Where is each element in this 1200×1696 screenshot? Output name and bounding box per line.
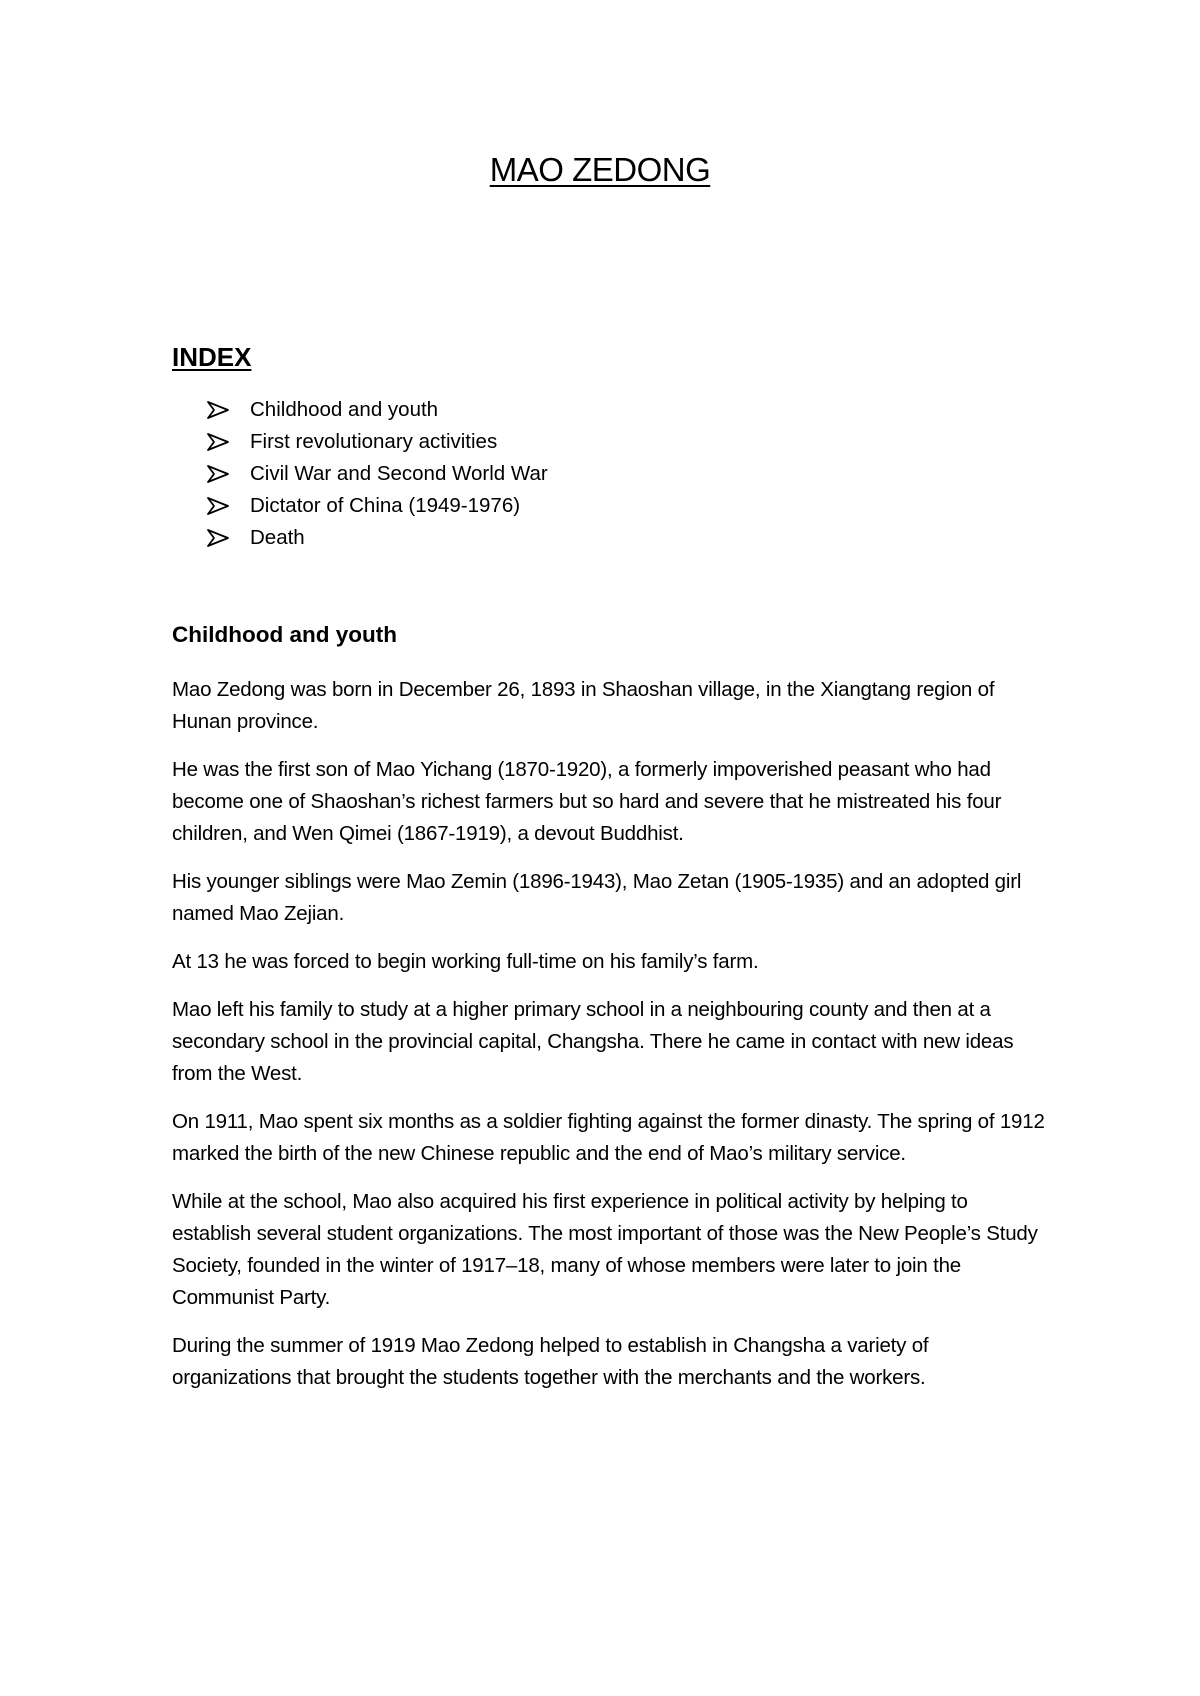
paragraph: While at the school, Mao also acquired his first experience in political activity by helping to establish several student organizations. The most important of those was the New People’s Study Society, founded in the winter of 1917–18, many of whose members were later to join the Communist Party. (172, 1190, 1038, 1309)
index-list (206, 394, 548, 554)
index-item (206, 394, 548, 426)
document-title: MAO ZEDONG (489, 151, 711, 188)
paragraph: At 13 he was forced to begin working full-time on his family’s farm. (172, 950, 759, 973)
paragraph: During the summer of 1919 Mao Zedong helped to establish in Changsha a variety of organizations that brought the students together with the merchants and the workers. (172, 1334, 929, 1389)
index-item-label: Childhood and youth (250, 398, 439, 421)
arrowhead-bullet-icon (206, 400, 230, 420)
index-item-label: First revolutionary activities (250, 430, 498, 453)
arrowhead-bullet-icon (206, 528, 230, 548)
index-item (206, 522, 548, 554)
index-item-label: Death (250, 526, 305, 549)
paragraph: His younger siblings were Mao Zemin (1896-1943), Mao Zetan (1905-1935) and an adopted girl named Mao Zejian. (172, 870, 1022, 925)
section-body (172, 674, 1052, 1410)
arrowhead-bullet-icon (206, 432, 230, 452)
paragraph: Mao Zedong was born in December 26, 1893 in Shaoshan village, in the Xiangtang region of Hunan province. (172, 678, 995, 733)
index-heading: INDEX (172, 342, 252, 372)
arrowhead-bullet-icon (206, 464, 230, 484)
index-item (206, 458, 548, 490)
index-item (206, 426, 548, 458)
arrowhead-bullet-icon (206, 496, 230, 516)
index-item (206, 490, 548, 522)
index-item-label: Dictator of China (1949-1976) (250, 494, 521, 517)
index-item-label: Civil War and Second World War (250, 462, 548, 485)
section-heading: Childhood and youth (172, 622, 397, 647)
paragraph: He was the first son of Mao Yichang (1870-1920), a formerly impoverished peasant who had become one of Shaoshan’s richest farmers but so hard and severe that he mistreated his four children, and Wen Qimei (1867-1919), a devout Buddhist. (172, 758, 1002, 845)
paragraph: Mao left his family to study at a higher primary school in a neighbouring county and then at a secondary school in the provincial capital, Changsha. There he came in contact with new ideas from the West. (172, 998, 1014, 1085)
paragraph: On 1911, Mao spent six months as a soldier fighting against the former dinasty. The spring of 1912 marked the birth of the new Chinese republic and the end of Mao’s military service. (172, 1110, 1045, 1165)
